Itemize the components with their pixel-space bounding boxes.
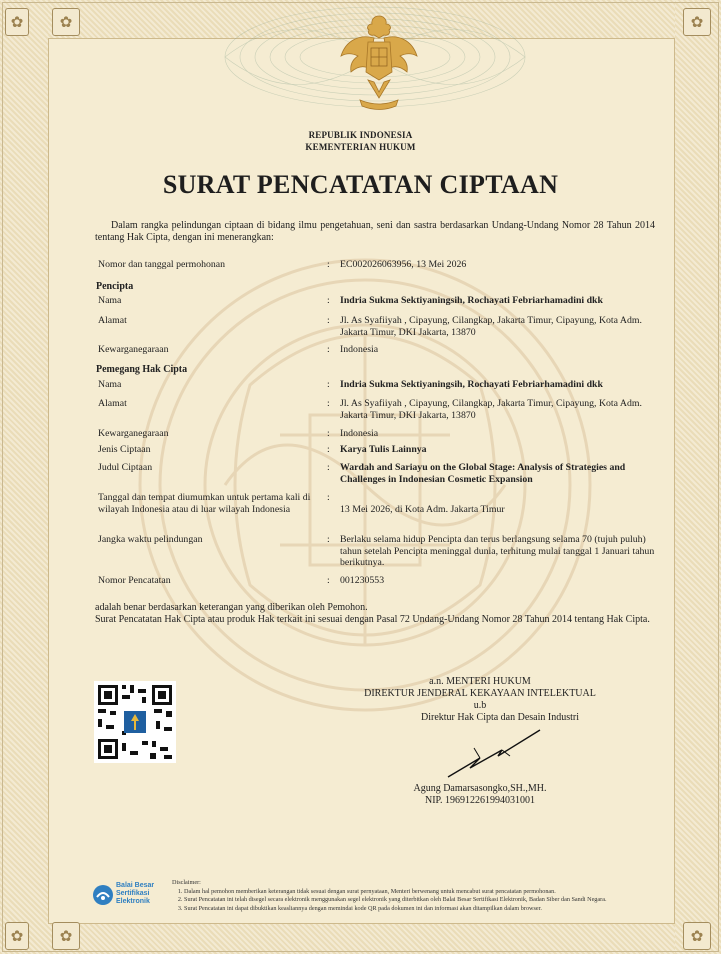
bsre-text-2: Sertifikasi — [116, 890, 150, 897]
application-label: Nomor dan tanggal permohonan — [98, 259, 226, 270]
corner-ornament-icon: ✿ — [683, 922, 711, 950]
garuda-emblem-icon — [338, 8, 420, 120]
creator-address-row — [0, 315, 721, 339]
protection-label: Jangka waktu pelindungan — [98, 534, 203, 545]
page-title: SURAT PENCATATAN CIPTAAN — [162, 170, 559, 199]
handwritten-signature — [440, 722, 550, 782]
disclaimer-heading: Disclaimer: — [172, 879, 201, 886]
creator-citizenship-label: Kewarganegaraan — [98, 344, 169, 355]
holder-address-row — [0, 398, 721, 422]
signature-on-behalf: a.n. MENTERI HUKUM — [429, 676, 531, 687]
bsre-logo — [92, 882, 167, 912]
work-type-row — [0, 444, 721, 458]
colon: : — [327, 428, 330, 439]
signatory-name: Agung Damarsasongko,SH.,MH. — [413, 783, 547, 794]
colon: : — [327, 379, 330, 390]
work-title-label: Judul Ciptaan — [98, 462, 153, 473]
record-number-value: 001230553 — [340, 575, 385, 586]
creator-name-value: Indria Sukma Sektiyaningsih, Rochayati Febriarhamadini dkk — [340, 295, 603, 306]
holder-citizenship-row — [0, 428, 721, 442]
corner-ornament-icon: ✿ — [5, 922, 29, 950]
creator-address-value: Jl. As Syafiiyah , Cipayung, Cilangkap, Jakarta Timur, Cipayung, Kota Adm. Jakarta Timur, DKI Jakarta, 13870 — [340, 315, 642, 338]
colon: : — [327, 344, 330, 355]
colon: : — [327, 444, 330, 455]
colon: : — [327, 575, 330, 586]
header-republic: REPUBLIK INDONESIA — [308, 130, 413, 140]
colon: : — [327, 315, 330, 326]
record-number-label: Nomor Pencatatan — [98, 575, 171, 586]
holder-citizenship-value: Indonesia — [340, 428, 379, 439]
holder-citizenship-label: Kewarganegaraan — [98, 428, 169, 439]
creator-citizenship-value: Indonesia — [340, 344, 379, 355]
work-type-value: Karya Tulis Lainnya — [340, 444, 427, 455]
intro-paragraph: Dalam rangka pelindungan ciptaan di bidang ilmu pengetahuan, seni dan sastra berdasarkan Undang-Undang Nomor 28 Tahun 2014 tentang Hak Cipta, dengan ini menerangkan: — [95, 220, 655, 243]
colon: : — [327, 398, 330, 409]
holder-name-value: Indria Sukma Sektiyaningsih, Rochayati Febriarhamadini dkk — [340, 379, 603, 390]
corner-ornament-icon: ✿ — [683, 8, 711, 36]
creator-address-label: Alamat — [98, 315, 127, 326]
protection-value: Berlaku selama hidup Pencipta dan terus berlangsung selama 70 (tujuh puluh) tahun setelah Pencipta meninggal dunia, terhitung mulai tanggal 1 Januari tahun berikutnya. — [340, 534, 655, 568]
holder-address-label: Alamat — [98, 398, 127, 409]
creator-citizenship-row — [0, 344, 721, 358]
work-type-label: Jenis Ciptaan — [98, 444, 151, 455]
publication-value: 13 Mei 2026, di Kota Adm. Jakarta Timur — [340, 504, 505, 515]
corner-ornament-icon: ✿ — [52, 8, 80, 36]
closing-line-1: adalah benar berdasarkan keterangan yang diberikan oleh Pemohon. — [95, 602, 368, 613]
disclaimer-item: 3. Surat Pencatatan ini dapat dibuktikan keasliannya dengan memindai kode QR pada dokumen ini dan informasi akan ditampilkan dalam browser. — [184, 905, 692, 914]
signature-director-general: DIREKTUR JENDERAL KEKAYAAN INTELEKTUAL — [364, 688, 596, 699]
holder-address-value: Jl. As Syafiiyah , Cipayung, Cilangkap, Jakarta Timur, Cipayung, Kota Adm. Jakarta Timur, DKI Jakarta, 13870 — [340, 398, 642, 421]
publication-row — [0, 492, 721, 528]
closing-line-2: Surat Pencatatan Hak Cipta atau produk Hak terkait ini sesuai dengan Pasal 72 Undang-Undang Nomor 28 Tahun 2014 tentang Hak Cipta. — [95, 613, 650, 625]
closing-statement — [95, 602, 655, 625]
colon: : — [327, 295, 330, 306]
work-title-row — [0, 462, 721, 486]
record-number-row — [0, 575, 721, 589]
holder-heading: Pemegang Hak Cipta — [96, 364, 188, 375]
corner-ornament-icon: ✿ — [52, 922, 80, 950]
holder-name-label: Nama — [98, 379, 122, 390]
corner-ornament-icon: ✿ — [5, 8, 29, 36]
colon: : — [327, 492, 330, 503]
publication-label: Tanggal dan tempat diumumkan untuk pertama kali di wilayah Indonesia atau di luar wilayah Indonesia — [98, 492, 311, 515]
creator-name-row — [0, 295, 721, 309]
application-row — [0, 259, 721, 273]
disclaimer-item: 2. Surat Pencatatan ini telah disegel secara elektronik menggunakan segel elektronik yang diterbitkan oleh Balai Besar Sertifikasi Elektronik, Badan Siber dan Sandi Negara. — [184, 896, 692, 905]
signature-director: Direktur Hak Cipta dan Desain Industri — [420, 712, 580, 723]
signature-ub: u.b — [473, 700, 487, 711]
bsre-text-3: Elektronik — [116, 898, 150, 905]
colon: : — [327, 462, 330, 473]
disclaimer-list — [172, 888, 692, 914]
application-value: EC002026063956, 13 Mei 2026 — [340, 259, 467, 270]
disclaimer-item: 1. Dalam hal pemohon memberikan keterangan tidak sesuai dengan surat pernyataan, Menteri berwenang untuk mencabut surat pencatatan permohonan. — [184, 888, 692, 897]
header-ministry: KEMENTERIAN HUKUM — [305, 142, 416, 152]
creator-heading: Pencipta — [96, 281, 134, 292]
bsre-text-1: Balai Besar — [116, 882, 155, 889]
signatory-nip: NIP. 196912261994031001 — [424, 795, 535, 806]
bsre-logo-icon — [92, 884, 114, 906]
colon: : — [327, 534, 330, 545]
holder-name-row — [0, 379, 721, 393]
colon: : — [327, 259, 330, 270]
disclaimer — [172, 879, 692, 913]
protection-row — [0, 534, 721, 570]
work-title-value: Wardah and Sariayu on the Global Stage: Analysis of Strategies and Challenges in Indonesian Cosmetic Expansion — [340, 462, 626, 485]
qr-code[interactable] — [94, 681, 176, 763]
creator-name-label: Nama — [98, 295, 122, 306]
